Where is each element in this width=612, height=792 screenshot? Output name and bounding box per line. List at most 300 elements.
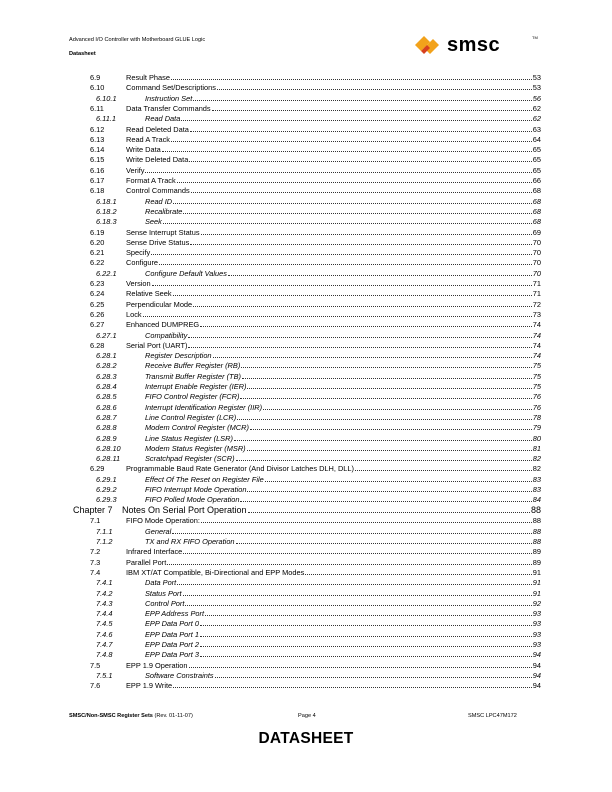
toc-entry[interactable]	[96, 206, 541, 216]
toc-entry-number: 6.16	[90, 165, 105, 175]
toc-entry[interactable]	[96, 422, 541, 432]
toc-entry-page: 88	[532, 537, 541, 546]
toc-leader-dots	[159, 257, 532, 265]
toc-entry-page: 71	[532, 279, 541, 288]
toc-entry-page: 68	[532, 196, 541, 206]
footer-register-sets	[69, 713, 193, 719]
toc-entry-number: 6.28.11	[96, 454, 121, 464]
toc-entry-number: 7.4.5	[96, 619, 113, 629]
toc-entry-page: 69	[532, 227, 541, 237]
toc-entry-number: 7.4.2	[96, 588, 113, 598]
toc-entry[interactable]	[96, 649, 541, 659]
toc-entry-title: Enhanced DUMPREG	[126, 320, 200, 330]
toc-entry-title: Verify	[126, 165, 145, 175]
toc-entry-page: 79	[532, 423, 541, 433]
toc-entry-page: 94	[532, 650, 541, 660]
toc-entry-number: 7.5	[90, 660, 101, 670]
toc-entry-number: 6.28.3	[96, 371, 117, 381]
toc-entry[interactable]	[96, 443, 541, 453]
toc-leader-dots	[236, 453, 532, 461]
toc-leader-dots	[201, 515, 532, 523]
toc-entry-title: Modem Status Register (MSR)	[145, 443, 246, 453]
toc-entry-title: Receive Buffer Register (RB)	[145, 361, 241, 371]
toc-leader-dots	[200, 618, 532, 626]
toc-entry[interactable]	[96, 360, 541, 370]
toc-entry-number: 6.23	[90, 279, 105, 288]
toc-entry-title: Line Status Register (LSR)	[145, 433, 233, 443]
toc-leader-dots	[355, 463, 532, 471]
toc-entry[interactable]	[90, 299, 541, 309]
toc-entry-number: 6.11.1	[96, 114, 116, 124]
toc-entry-page: 65	[532, 165, 541, 175]
toc-entry-page: 70	[532, 248, 541, 258]
footer-revision: (Rev. 01-11-07)	[152, 713, 193, 719]
toc-leader-dots	[188, 330, 531, 338]
toc-leader-dots	[236, 536, 532, 544]
toc-entry-number: 6.10	[90, 83, 105, 93]
toc-chapter-entry[interactable]	[73, 505, 541, 516]
toc-entry-page: 71	[532, 289, 541, 299]
toc-entry-number: 7.1.1	[96, 526, 113, 536]
toc-entry[interactable]	[96, 113, 541, 123]
toc-leader-dots	[247, 381, 531, 389]
toc-entry-number: 6.28.10	[96, 443, 121, 453]
toc-leader-dots	[200, 319, 532, 327]
toc-entry-title: Register Description	[145, 351, 212, 361]
toc-entry[interactable]	[96, 350, 541, 360]
toc-leader-dots	[189, 660, 532, 668]
toc-entry-title: Read Deleted Data	[126, 124, 189, 134]
toc-entry-title: Programmable Baud Rate Generator (And Divisor Latches DLH, DLL)	[126, 464, 354, 474]
toc-entry-title: Lock	[126, 309, 142, 319]
toc-entry[interactable]	[96, 196, 541, 206]
toc-entry-number: 7.2	[90, 547, 101, 557]
toc-entry-page: 80	[532, 433, 541, 443]
toc-entry-number: 6.10.1	[96, 93, 117, 103]
toc-leader-dots	[228, 268, 532, 276]
toc-entry-title: Transmit Buffer Register (TB)	[145, 371, 241, 381]
datasheet-banner: DATASHEET	[258, 730, 354, 747]
toc-entry-title: Instruction Set	[145, 93, 193, 103]
toc-entry-title: EPP Data Port 2	[145, 640, 199, 649]
toc-entry-page: 65	[532, 155, 541, 165]
toc-entry[interactable]	[90, 463, 541, 473]
toc-entry-title: TX and RX FIFO Operation	[145, 537, 235, 546]
toc-leader-dots	[237, 412, 532, 420]
toc-entry-number: 6.29.3	[96, 495, 117, 505]
toc-entry[interactable]	[96, 526, 541, 536]
toc-entry[interactable]	[90, 546, 541, 556]
smsc-logo	[412, 33, 542, 57]
toc-entry-title: Sense Interrupt Status	[126, 227, 200, 237]
toc-entry-title: Seek	[145, 217, 162, 227]
toc-entry-page: 84	[532, 495, 541, 505]
toc-entry-number: 6.28.7	[96, 412, 117, 422]
toc-entry-title: Read A Track	[126, 134, 170, 144]
toc-entry[interactable]	[90, 165, 541, 175]
toc-leader-dots	[215, 670, 532, 678]
toc-leader-dots	[205, 608, 532, 616]
toc-entry-page: 70	[532, 237, 541, 247]
toc-entry-title: Status Port	[145, 588, 182, 598]
toc-entry-page: 89	[532, 547, 541, 557]
toc-entry-number: 6.18.2	[96, 206, 117, 216]
document-title: Advanced I/O Controller with Motherboard GLUE Logic	[69, 37, 206, 43]
toc-leader-dots	[173, 288, 532, 296]
toc-leader-dots	[250, 422, 532, 430]
toc-entry-page: 62	[532, 114, 541, 124]
toc-entry-title: Compatibility	[145, 330, 188, 340]
toc-entry[interactable]	[90, 72, 541, 82]
toc-entry[interactable]	[90, 227, 541, 237]
toc-entry-number: 6.18.3	[96, 217, 117, 227]
toc-entry-title: Data Port	[145, 578, 177, 588]
toc-leader-dots	[171, 134, 532, 142]
toc-leader-dots	[263, 402, 532, 410]
toc-entry[interactable]	[96, 330, 541, 340]
toc-entry-title: Result Phase	[126, 73, 170, 82]
toc-entry-title: FIFO Polled Mode Operation	[145, 495, 240, 505]
toc-entry[interactable]	[96, 598, 541, 608]
toc-entry-number: 6.28	[90, 340, 105, 350]
toc-entry[interactable]	[96, 629, 541, 639]
toc-entry-title: Scratchpad Register (SCR)	[145, 454, 235, 464]
document-subtitle: Datasheet	[69, 51, 96, 57]
toc-entry-page: 75	[532, 361, 541, 371]
toc-leader-dots	[177, 577, 532, 585]
toc-entry[interactable]	[90, 660, 541, 670]
toc-leader-dots	[188, 340, 531, 348]
toc-entry-number: 6.25	[90, 299, 105, 309]
toc-entry-number: 7.5.1	[96, 670, 113, 680]
toc-leader-dots	[248, 505, 530, 513]
toc-entry-number: 6.14	[90, 145, 105, 155]
toc-entry-title: FIFO Mode Operation:	[126, 516, 200, 526]
toc-entry[interactable]	[90, 319, 541, 329]
toc-entry[interactable]	[90, 82, 541, 92]
toc-entry-title: EPP 1.9 Operation	[126, 660, 188, 670]
toc-entry-title: Configure Default Values	[145, 268, 227, 278]
toc-entry-page: 83	[532, 474, 541, 484]
toc-entry[interactable]	[96, 391, 541, 401]
toc-entry-page: 76	[532, 402, 541, 412]
toc-entry-title: EPP Data Port 1	[145, 629, 199, 639]
toc-entry-title: Configure	[126, 258, 159, 268]
toc-entry-page: 82	[532, 454, 541, 464]
toc-entry-number: 6.27.1	[96, 330, 117, 340]
toc-leader-dots	[172, 526, 531, 534]
logo-trademark: TM	[532, 35, 538, 40]
toc-entry[interactable]	[90, 247, 541, 257]
toc-entry-number: 6.18.1	[96, 196, 117, 206]
toc-entry[interactable]	[90, 278, 541, 288]
toc-entry[interactable]	[96, 412, 541, 422]
toc-entry-number: 7.3	[90, 557, 101, 567]
toc-entry-number: 7.4	[90, 567, 101, 577]
toc-entry-page: 93	[532, 640, 541, 649]
toc-leader-dots	[234, 433, 532, 441]
toc-leader-dots	[240, 494, 531, 502]
toc-entry-title: EPP Address Port	[145, 609, 205, 619]
toc-leader-dots	[265, 474, 532, 482]
toc-entry[interactable]	[96, 670, 541, 680]
toc-entry-page: 93	[532, 619, 541, 629]
toc-entry[interactable]	[96, 402, 541, 412]
toc-leader-dots	[163, 216, 532, 224]
toc-leader-dots	[162, 144, 532, 152]
toc-entry-number: 7.4.1	[96, 578, 113, 588]
toc-entry-number: 6.18	[90, 186, 105, 196]
toc-leader-dots	[193, 93, 532, 101]
toc-entry[interactable]	[90, 144, 541, 154]
toc-leader-dots	[167, 557, 532, 565]
toc-leader-dots	[173, 680, 532, 688]
toc-entry-title: Control Commands	[126, 186, 190, 196]
toc-entry-page: 89	[532, 557, 541, 567]
toc-entry-page: 88	[530, 504, 541, 515]
toc-entry-number: 7.4.4	[96, 609, 113, 619]
toc-leader-dots	[173, 196, 532, 204]
toc-entry-number: 7.4.3	[96, 598, 113, 608]
toc-entry-number: 7.1.2	[96, 537, 113, 546]
toc-entry-title: IBM XT/AT Compatible, Bi-Directional and EPP Modes	[126, 567, 305, 577]
toc-leader-dots	[145, 165, 531, 173]
toc-entry[interactable]	[96, 588, 541, 598]
toc-entry-page: 56	[532, 93, 541, 103]
toc-entry-title: Format A Track	[126, 176, 176, 185]
toc-leader-dots	[152, 278, 532, 286]
toc-entry[interactable]	[90, 680, 541, 690]
toc-leader-dots	[183, 546, 531, 554]
toc-leader-dots	[189, 154, 531, 162]
toc-entry-title: EPP 1.9 Write	[126, 681, 173, 691]
toc-entry-number: 7.4.8	[96, 650, 113, 660]
toc-entry[interactable]	[96, 618, 541, 628]
toc-entry-number: 6.26	[90, 309, 105, 319]
footer-left-bold: SMSC/Non-SMSC Register Sets	[69, 713, 153, 719]
toc-entry-title: Read Data	[145, 114, 181, 124]
toc-leader-dots	[200, 649, 532, 657]
toc-entry[interactable]	[90, 309, 541, 319]
toc-entry-number: 6.19	[90, 227, 105, 237]
toc-entry-page: 91	[532, 588, 541, 598]
toc-entry-page: 94	[532, 660, 541, 670]
toc-entry-number: 7.4.6	[96, 629, 113, 639]
toc-entry-page: 88	[532, 516, 541, 526]
toc-entry-page: 83	[532, 485, 541, 494]
toc-entry-page: 91	[532, 567, 541, 577]
toc-entry-number: 6.28.4	[96, 382, 117, 391]
toc-entry-title: Specify	[126, 248, 151, 258]
toc-entry[interactable]	[90, 237, 541, 247]
toc-entry-page: 70	[532, 258, 541, 268]
toc-leader-dots	[151, 247, 532, 255]
toc-entry[interactable]	[90, 175, 541, 185]
toc-entry-number: 6.22	[90, 258, 105, 268]
toc-entry[interactable]	[96, 536, 541, 546]
toc-entry-number: 6.29.1	[96, 474, 117, 484]
toc-entry-page: 81	[532, 443, 541, 453]
toc-leader-dots	[193, 299, 532, 307]
toc-entry-page: 94	[532, 681, 541, 691]
toc-entry-number: 6.20	[90, 237, 105, 247]
toc-entry-page: 93	[532, 609, 541, 619]
toc-entry-title: Parallel Port	[126, 557, 167, 567]
toc-leader-dots	[305, 567, 531, 575]
toc-entry-page: 93	[532, 629, 541, 639]
toc-entry-number: 6.12	[90, 124, 105, 134]
toc-entry-title: General	[145, 526, 172, 536]
toc-entry[interactable]	[96, 484, 541, 494]
toc-entry-number: 6.21	[90, 248, 105, 258]
toc-entry-page: 53	[532, 83, 541, 93]
toc-leader-dots	[190, 124, 532, 132]
toc-entry[interactable]	[96, 577, 541, 587]
toc-entry-number: 6.15	[90, 155, 105, 165]
toc-entry[interactable]	[96, 494, 541, 504]
logo-wordmark: smsc	[447, 34, 501, 56]
toc-entry-page: 73	[532, 309, 541, 319]
toc-entry-title: Write Deleted Data	[126, 155, 189, 165]
toc-entry-page: 82	[532, 464, 541, 474]
toc-leader-dots	[183, 588, 532, 596]
toc-entry-title: Effect Of The Reset on Register File	[145, 474, 264, 484]
toc-entry[interactable]	[90, 185, 541, 195]
toc-entry-title: Command Set/Descriptions	[126, 83, 216, 93]
toc-entry-page: 92	[532, 598, 541, 608]
toc-entry-number: 6.28.5	[96, 392, 117, 402]
toc-entry[interactable]	[96, 639, 541, 649]
toc-entry-title: EPP Data Port 0	[145, 619, 199, 629]
toc-entry-title: Interrupt Identification Register (IIR)	[145, 402, 263, 412]
toc-entry-title: Notes On Serial Port Operation	[122, 504, 247, 515]
toc-entry[interactable]	[90, 103, 541, 113]
toc-entry-title: Recalibrate	[145, 206, 183, 216]
toc-entry-page: 91	[532, 578, 541, 588]
toc-entry-page: 74	[532, 320, 541, 330]
toc-entry[interactable]	[96, 453, 541, 463]
toc-leader-dots	[171, 72, 532, 80]
toc-entry-page: 94	[532, 670, 541, 680]
toc-entry-page: 74	[532, 351, 541, 361]
toc-entry[interactable]	[90, 124, 541, 134]
toc-entry[interactable]	[96, 433, 541, 443]
toc-entry-number: 6.28.1	[96, 351, 117, 361]
toc-entry[interactable]	[90, 154, 541, 164]
toc-entry[interactable]	[96, 474, 541, 484]
toc-entry-page: 76	[532, 392, 541, 402]
toc-entry-page: 88	[532, 526, 541, 536]
toc-entry-page: 74	[532, 330, 541, 340]
toc-entry-number: 6.17	[90, 176, 105, 185]
toc-entry-page: 68	[532, 206, 541, 216]
toc-entry-number: 6.11	[90, 103, 104, 113]
toc-entry-number: 6.28.8	[96, 423, 117, 433]
toc-entry-number: 6.28.6	[96, 402, 117, 412]
toc-leader-dots	[191, 185, 532, 193]
toc-leader-dots	[200, 629, 532, 637]
toc-entry-page: 65	[532, 145, 541, 155]
toc-entry[interactable]	[96, 381, 541, 391]
toc-entry-number: 6.29.2	[96, 485, 117, 494]
toc-entry-number: 7.6	[90, 681, 101, 691]
toc-leader-dots	[242, 371, 532, 379]
toc-entry-number: 6.28.9	[96, 433, 117, 443]
toc-entry[interactable]	[90, 515, 541, 525]
toc-entry-page: 68	[532, 217, 541, 227]
toc-leader-dots	[200, 639, 532, 647]
toc-entry-number: 6.28.2	[96, 361, 117, 371]
toc-entry[interactable]	[96, 371, 541, 381]
toc-entry[interactable]	[90, 567, 541, 577]
toc-entry[interactable]	[90, 340, 541, 350]
toc-entry-page: 74	[532, 340, 541, 350]
toc-leader-dots	[217, 82, 532, 90]
toc-entry-title: Version	[126, 279, 151, 288]
toc-leader-dots	[183, 206, 531, 214]
toc-entry-page: 70	[532, 268, 541, 278]
toc-entry-page: 62	[532, 103, 541, 113]
toc-entry-number: 6.27	[90, 320, 105, 330]
toc-entry-number: 6.29	[90, 464, 105, 474]
toc-entry[interactable]	[90, 257, 541, 267]
toc-entry-page: 75	[532, 371, 541, 381]
footer-part-number: SMSC LPC47M172	[468, 713, 517, 719]
toc-entry-title: FIFO Control Register (FCR)	[145, 392, 240, 402]
footer-page-number: Page 4	[298, 713, 316, 719]
toc-entry-title: Relative Seek	[126, 289, 172, 299]
toc-leader-dots	[181, 113, 531, 121]
toc-leader-dots	[201, 227, 532, 235]
toc-leader-dots	[213, 350, 532, 358]
toc-entry-title: EPP Data Port 3	[145, 650, 199, 660]
toc-entry-title: Sense Drive Status	[126, 237, 190, 247]
toc-entry-number: 6.9	[90, 73, 101, 82]
toc-leader-dots	[177, 175, 532, 183]
toc-entry-title: Software Constraints	[145, 670, 214, 680]
toc-entry[interactable]	[96, 268, 541, 278]
toc-entry[interactable]	[96, 93, 541, 103]
toc-entry-title: Infrared Interface	[126, 547, 183, 557]
toc-entry-number: 7.4.7	[96, 640, 113, 649]
toc-leader-dots	[190, 237, 532, 245]
toc-leader-dots	[143, 309, 532, 317]
toc-entry[interactable]	[90, 134, 541, 144]
toc-entry-title: FIFO Interrupt Mode Operation	[145, 485, 247, 494]
toc-entry-page: 64	[532, 134, 541, 144]
toc-entry[interactable]	[90, 557, 541, 567]
toc-entry-title: Data Transfer Commands	[126, 103, 211, 113]
toc-entry-page: 78	[532, 412, 541, 422]
toc-leader-dots	[240, 391, 531, 399]
toc-entry-page: 63	[532, 124, 541, 134]
toc-entry-title: Control Port	[145, 598, 185, 608]
toc-entry-title: Perpendicular Mode	[126, 299, 193, 309]
toc-entry-number: 6.24	[90, 289, 105, 299]
toc-entry[interactable]	[96, 216, 541, 226]
toc-leader-dots	[212, 103, 532, 111]
toc-entry-number: 6.13	[90, 134, 105, 144]
toc-entry-title: Serial Port (UART)	[126, 340, 188, 350]
toc-entry-title: Line Control Register (LCR)	[145, 412, 237, 422]
toc-entry-page: 72	[532, 299, 541, 309]
toc-leader-dots	[241, 360, 531, 368]
toc-entry-page: 68	[532, 186, 541, 196]
toc-leader-dots	[247, 484, 531, 492]
toc-entry-title: Interrupt Enable Register (IER)	[145, 382, 247, 391]
toc-entry[interactable]	[90, 288, 541, 298]
toc-entry[interactable]	[96, 608, 541, 618]
